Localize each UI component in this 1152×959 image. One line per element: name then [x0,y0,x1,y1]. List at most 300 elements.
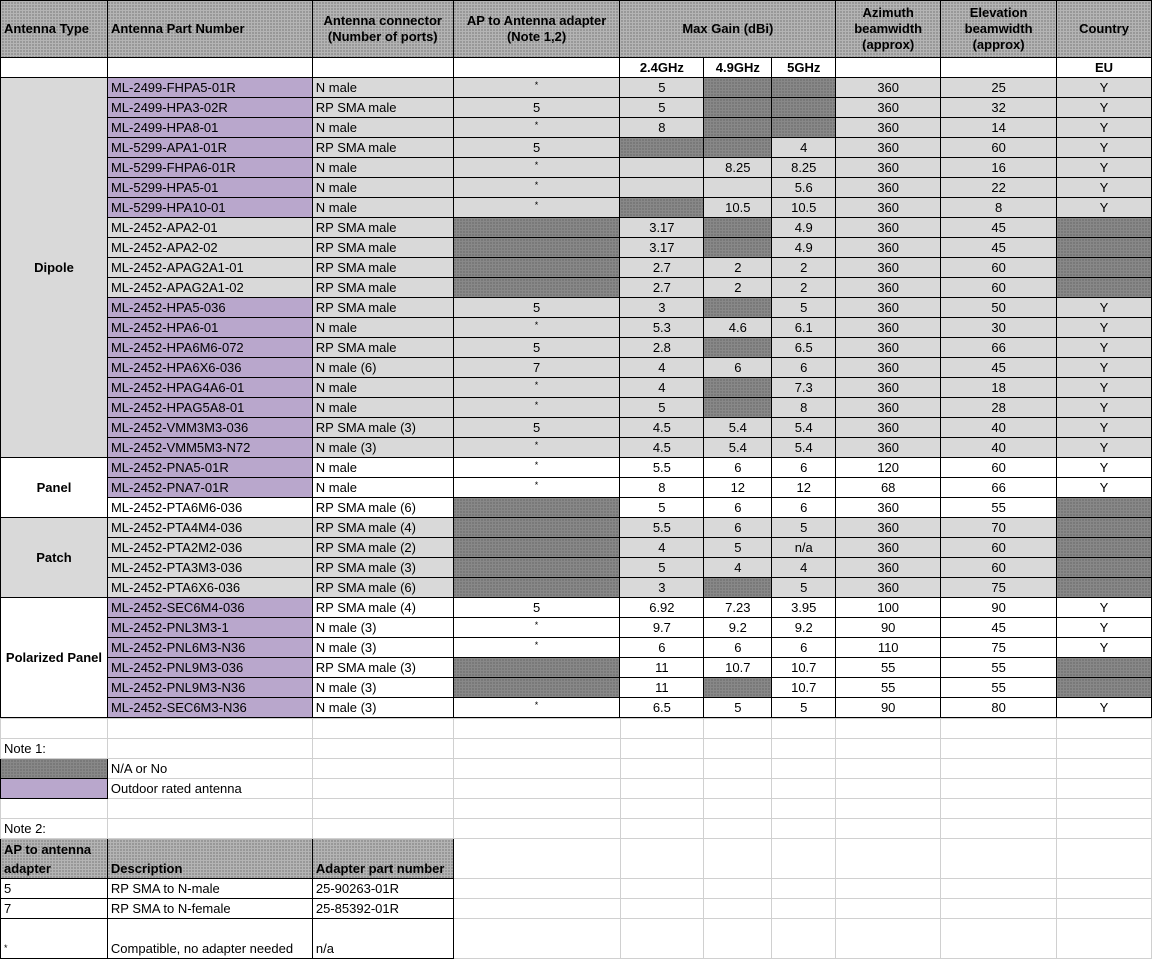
elevation-cell[interactable]: 60 [941,458,1057,478]
gain-4-9ghz-cell[interactable]: 6 [704,358,772,378]
cell[interactable] [620,779,704,799]
gain-5ghz-cell[interactable]: 5 [772,698,836,718]
gain-5ghz-cell[interactable]: 3.95 [772,598,836,618]
gain-2-4ghz-cell[interactable] [620,138,704,158]
country-eu-cell[interactable]: Y [1057,358,1152,378]
elevation-cell[interactable]: 45 [941,618,1057,638]
part-number-cell[interactable]: ML-2452-PNA5-01R [107,458,312,478]
connector-cell[interactable]: RP SMA male (3) [312,658,453,678]
country-eu-cell[interactable]: Y [1057,338,1152,358]
gain-4-9ghz-cell[interactable] [704,378,772,398]
connector-cell[interactable]: RP SMA male (6) [312,578,453,598]
gain-5ghz-cell[interactable]: 5 [772,578,836,598]
gain-4-9ghz-cell[interactable]: 7.23 [704,598,772,618]
country-eu-cell[interactable] [1057,678,1152,698]
gain-5ghz-cell[interactable]: 10.7 [772,678,836,698]
gain-4-9ghz-cell[interactable]: 4.6 [704,318,772,338]
part-number-cell[interactable]: ML-2452-VMM3M3-036 [107,418,312,438]
azimuth-cell[interactable]: 110 [836,638,941,658]
gain-5ghz-cell[interactable]: 12 [772,478,836,498]
azimuth-cell[interactable]: 360 [836,558,941,578]
country-eu-cell[interactable]: Y [1057,438,1152,458]
adapter-cell[interactable]: * [453,478,620,498]
country-eu-cell[interactable] [1057,558,1152,578]
connector-cell[interactable]: N male (3) [312,438,453,458]
connector-cell[interactable]: RP SMA male [312,138,453,158]
adapter-cell[interactable] [453,218,620,238]
gain-4-9ghz-cell[interactable]: 5.4 [704,418,772,438]
cell[interactable] [1057,779,1152,799]
gain-5ghz-cell[interactable]: 10.7 [772,658,836,678]
subheader-5ghz[interactable]: 5GHz [772,58,836,78]
subheader-4-9ghz[interactable]: 4.9GHz [704,58,772,78]
cell[interactable] [704,839,772,879]
adapter-cell[interactable]: * [453,458,620,478]
cell[interactable] [312,739,453,759]
elevation-cell[interactable]: 50 [941,298,1057,318]
gain-2-4ghz-cell[interactable]: 4.5 [620,418,704,438]
adapter-code[interactable]: * [1,919,108,959]
cell[interactable] [772,919,836,959]
azimuth-cell[interactable]: 360 [836,358,941,378]
azimuth-cell[interactable]: 360 [836,438,941,458]
gain-4-9ghz-cell[interactable]: 5 [704,698,772,718]
country-eu-cell[interactable]: Y [1057,698,1152,718]
gain-2-4ghz-cell[interactable]: 11 [620,678,704,698]
col-header-azimuth[interactable]: Azimuth beamwidth (approx) [836,1,941,58]
cell[interactable] [1057,739,1152,759]
gain-2-4ghz-cell[interactable]: 5 [620,558,704,578]
col-header-max-gain[interactable]: Max Gain (dBi) [620,1,836,58]
cell[interactable] [453,899,620,919]
country-eu-cell[interactable] [1057,238,1152,258]
gain-2-4ghz-cell[interactable]: 2.8 [620,338,704,358]
elevation-cell[interactable]: 60 [941,138,1057,158]
azimuth-cell[interactable]: 360 [836,258,941,278]
part-number-cell[interactable]: ML-2452-PNA7-01R [107,478,312,498]
gain-2-4ghz-cell[interactable] [620,158,704,178]
cell[interactable] [620,819,704,839]
connector-cell[interactable]: RP SMA male (6) [312,498,453,518]
adapter-cell[interactable]: * [453,118,620,138]
elevation-cell[interactable]: 45 [941,358,1057,378]
connector-cell[interactable]: RP SMA male [312,278,453,298]
gain-4-9ghz-cell[interactable]: 6 [704,638,772,658]
legend-na-swatch[interactable] [1,759,108,779]
azimuth-cell[interactable]: 90 [836,618,941,638]
elevation-cell[interactable]: 45 [941,218,1057,238]
part-number-cell[interactable]: ML-5299-FHPA6-01R [107,158,312,178]
connector-cell[interactable]: N male [312,458,453,478]
cell[interactable] [620,759,704,779]
part-number-cell[interactable]: ML-2452-HPA6X6-036 [107,358,312,378]
connector-cell[interactable]: N male [312,198,453,218]
azimuth-cell[interactable]: 360 [836,298,941,318]
adapter-cell[interactable]: * [453,698,620,718]
country-eu-cell[interactable] [1057,258,1152,278]
adapter-cell[interactable] [453,238,620,258]
gain-5ghz-cell[interactable]: 8.25 [772,158,836,178]
gain-5ghz-cell[interactable]: 7.3 [772,378,836,398]
adapter-description[interactable]: Compatible, no adapter needed [107,919,312,959]
adapter-cell[interactable] [453,278,620,298]
country-eu-cell[interactable] [1057,218,1152,238]
cell[interactable] [836,919,941,959]
gain-2-4ghz-cell[interactable]: 9.7 [620,618,704,638]
gain-4-9ghz-cell[interactable]: 6 [704,518,772,538]
gain-4-9ghz-cell[interactable] [704,98,772,118]
elevation-cell[interactable]: 18 [941,378,1057,398]
country-eu-cell[interactable] [1057,278,1152,298]
cell[interactable] [620,879,704,899]
gain-4-9ghz-cell[interactable] [704,238,772,258]
connector-cell[interactable]: RP SMA male [312,258,453,278]
elevation-cell[interactable]: 80 [941,698,1057,718]
azimuth-cell[interactable]: 120 [836,458,941,478]
gain-2-4ghz-cell[interactable]: 3 [620,298,704,318]
azimuth-cell[interactable]: 360 [836,278,941,298]
connector-cell[interactable]: N male (3) [312,698,453,718]
part-number-cell[interactable]: ML-2452-HPA6M6-072 [107,338,312,358]
gain-2-4ghz-cell[interactable]: 5 [620,98,704,118]
cell[interactable] [836,799,941,819]
cell[interactable] [704,899,772,919]
cell[interactable] [453,879,620,899]
cell[interactable] [1,719,108,739]
cell[interactable] [836,759,941,779]
subheader-blank[interactable] [453,58,620,78]
country-eu-cell[interactable]: Y [1057,478,1152,498]
part-number-cell[interactable]: ML-5299-HPA10-01 [107,198,312,218]
adapter-cell[interactable] [453,538,620,558]
cell[interactable] [107,739,312,759]
cell[interactable] [453,839,620,879]
adapter-cell[interactable] [453,578,620,598]
cell[interactable] [836,819,941,839]
country-eu-cell[interactable]: Y [1057,178,1152,198]
cell[interactable] [1,799,108,819]
adapter-cell[interactable]: 5 [453,298,620,318]
part-number-cell[interactable]: ML-2452-PNL9M3-036 [107,658,312,678]
connector-cell[interactable]: N male [312,318,453,338]
gain-5ghz-cell[interactable]: 5.6 [772,178,836,198]
cell[interactable] [1057,899,1152,919]
connector-cell[interactable]: N male [312,398,453,418]
cell[interactable] [453,739,620,759]
country-eu-cell[interactable]: Y [1057,98,1152,118]
subheader-blank[interactable] [941,58,1057,78]
azimuth-cell[interactable]: 360 [836,398,941,418]
gain-4-9ghz-cell[interactable]: 9.2 [704,618,772,638]
gain-4-9ghz-cell[interactable] [704,298,772,318]
cell[interactable] [772,839,836,879]
part-number-cell[interactable]: ML-2452-PNL3M3-1 [107,618,312,638]
adapter-cell[interactable]: * [453,618,620,638]
part-number-cell[interactable]: ML-2452-SEC6M3-N36 [107,698,312,718]
elevation-cell[interactable]: 22 [941,178,1057,198]
gain-2-4ghz-cell[interactable]: 5.3 [620,318,704,338]
gain-2-4ghz-cell[interactable]: 8 [620,478,704,498]
cell[interactable] [836,719,941,739]
country-eu-cell[interactable]: Y [1057,418,1152,438]
cell[interactable] [453,759,620,779]
adapter-cell[interactable] [453,498,620,518]
gain-2-4ghz-cell[interactable]: 2.7 [620,258,704,278]
gain-4-9ghz-cell[interactable] [704,78,772,98]
cell[interactable] [1057,719,1152,739]
azimuth-cell[interactable]: 90 [836,698,941,718]
gain-2-4ghz-cell[interactable]: 8 [620,118,704,138]
connector-cell[interactable]: RP SMA male [312,238,453,258]
cell[interactable] [312,819,453,839]
gain-2-4ghz-cell[interactable]: 4 [620,378,704,398]
gain-4-9ghz-cell[interactable] [704,578,772,598]
part-number-cell[interactable]: ML-2452-PNL6M3-N36 [107,638,312,658]
azimuth-cell[interactable]: 360 [836,238,941,258]
azimuth-cell[interactable]: 360 [836,78,941,98]
gain-2-4ghz-cell[interactable]: 5.5 [620,458,704,478]
connector-cell[interactable]: N male [312,158,453,178]
cell[interactable] [620,719,704,739]
gain-2-4ghz-cell[interactable]: 4 [620,358,704,378]
part-number-cell[interactable]: ML-2452-APAG2A1-01 [107,258,312,278]
connector-cell[interactable]: RP SMA male (2) [312,538,453,558]
adapter-cell[interactable]: 5 [453,418,620,438]
country-eu-cell[interactable] [1057,538,1152,558]
cell[interactable] [941,919,1057,959]
elevation-cell[interactable]: 28 [941,398,1057,418]
gain-5ghz-cell[interactable]: 5 [772,298,836,318]
adapter-cell[interactable]: * [453,638,620,658]
connector-cell[interactable]: N male [312,118,453,138]
gain-5ghz-cell[interactable]: 4 [772,558,836,578]
elevation-cell[interactable]: 60 [941,558,1057,578]
part-number-cell[interactable]: ML-5299-APA1-01R [107,138,312,158]
gain-4-9ghz-cell[interactable]: 5 [704,538,772,558]
adapter-cell[interactable]: * [453,78,620,98]
azimuth-cell[interactable]: 360 [836,198,941,218]
cell[interactable] [312,719,453,739]
adapter-cell[interactable]: * [453,198,620,218]
azimuth-cell[interactable]: 55 [836,658,941,678]
adapter-part-number[interactable]: 25-85392-01R [312,899,453,919]
elevation-cell[interactable]: 40 [941,438,1057,458]
gain-2-4ghz-cell[interactable]: 5 [620,398,704,418]
note2-label[interactable]: Note 2: [1,819,108,839]
cell[interactable] [107,799,312,819]
gain-2-4ghz-cell[interactable]: 6.5 [620,698,704,718]
azimuth-cell[interactable]: 360 [836,498,941,518]
cell[interactable] [772,719,836,739]
part-number-cell[interactable]: ML-2452-APAG2A1-02 [107,278,312,298]
elevation-cell[interactable]: 60 [941,258,1057,278]
adapter-col-header-adapter[interactable]: AP to antenna adapter [1,839,108,879]
gain-4-9ghz-cell[interactable] [704,678,772,698]
cell[interactable] [836,839,941,879]
azimuth-cell[interactable]: 100 [836,598,941,618]
part-number-cell[interactable]: ML-2452-HPAG4A6-01 [107,378,312,398]
part-number-cell[interactable]: ML-2452-HPA6-01 [107,318,312,338]
cell[interactable] [107,819,312,839]
part-number-cell[interactable]: ML-2452-SEC6M4-036 [107,598,312,618]
azimuth-cell[interactable]: 68 [836,478,941,498]
country-eu-cell[interactable] [1057,658,1152,678]
adapter-cell[interactable]: * [453,398,620,418]
cell[interactable] [620,899,704,919]
gain-2-4ghz-cell[interactable]: 4.5 [620,438,704,458]
azimuth-cell[interactable]: 360 [836,578,941,598]
gain-2-4ghz-cell[interactable]: 3 [620,578,704,598]
connector-cell[interactable]: RP SMA male [312,98,453,118]
gain-5ghz-cell[interactable]: 6.5 [772,338,836,358]
adapter-cell[interactable] [453,558,620,578]
cell[interactable] [704,819,772,839]
cell[interactable] [620,799,704,819]
col-header-antenna-type[interactable]: Antenna Type [1,1,108,58]
azimuth-cell[interactable]: 360 [836,218,941,238]
col-header-adapter[interactable]: AP to Antenna adapter (Note 1,2) [453,1,620,58]
subheader-blank[interactable] [312,58,453,78]
adapter-cell[interactable]: * [453,318,620,338]
antenna-type-cell[interactable]: Polarized Panel [1,598,108,718]
col-header-country[interactable]: Country [1057,1,1152,58]
connector-cell[interactable]: N male (6) [312,358,453,378]
azimuth-cell[interactable]: 360 [836,538,941,558]
col-header-connector[interactable]: Antenna connector (Number of ports) [312,1,453,58]
country-eu-cell[interactable]: Y [1057,298,1152,318]
azimuth-cell[interactable]: 360 [836,338,941,358]
cell[interactable] [453,819,620,839]
country-eu-cell[interactable]: Y [1057,458,1152,478]
gain-2-4ghz-cell[interactable] [620,198,704,218]
adapter-cell[interactable]: * [453,438,620,458]
country-eu-cell[interactable]: Y [1057,398,1152,418]
connector-cell[interactable]: RP SMA male [312,218,453,238]
cell[interactable] [620,739,704,759]
cell[interactable] [941,719,1057,739]
gain-4-9ghz-cell[interactable]: 6 [704,458,772,478]
cell[interactable] [704,739,772,759]
gain-5ghz-cell[interactable]: 4.9 [772,238,836,258]
part-number-cell[interactable]: ML-2499-HPA3-02R [107,98,312,118]
note1-label[interactable]: Note 1: [1,739,108,759]
country-eu-cell[interactable]: Y [1057,158,1152,178]
cell[interactable] [704,779,772,799]
gain-5ghz-cell[interactable]: 5 [772,518,836,538]
gain-2-4ghz-cell[interactable]: 6 [620,638,704,658]
legend-outdoor-swatch[interactable] [1,779,108,799]
country-eu-cell[interactable]: Y [1057,598,1152,618]
adapter-code[interactable]: 7 [1,899,108,919]
cell[interactable] [941,739,1057,759]
azimuth-cell[interactable]: 360 [836,98,941,118]
cell[interactable] [941,899,1057,919]
gain-4-9ghz-cell[interactable]: 2 [704,278,772,298]
elevation-cell[interactable]: 32 [941,98,1057,118]
cell[interactable] [941,799,1057,819]
gain-5ghz-cell[interactable] [772,78,836,98]
cell[interactable] [453,919,620,959]
elevation-cell[interactable]: 30 [941,318,1057,338]
cell[interactable] [704,919,772,959]
gain-4-9ghz-cell[interactable]: 4 [704,558,772,578]
cell[interactable] [1057,799,1152,819]
cell[interactable] [941,779,1057,799]
part-number-cell[interactable]: ML-5299-HPA5-01 [107,178,312,198]
connector-cell[interactable]: N male (3) [312,638,453,658]
gain-4-9ghz-cell[interactable] [704,398,772,418]
gain-5ghz-cell[interactable] [772,98,836,118]
adapter-description[interactable]: RP SMA to N-female [107,899,312,919]
connector-cell[interactable]: RP SMA male (3) [312,558,453,578]
adapter-cell[interactable]: * [453,178,620,198]
subheader-blank[interactable] [836,58,941,78]
gain-2-4ghz-cell[interactable]: 3.17 [620,238,704,258]
elevation-cell[interactable]: 70 [941,518,1057,538]
gain-5ghz-cell[interactable]: 6 [772,498,836,518]
cell[interactable] [453,799,620,819]
part-number-cell[interactable]: ML-2452-HPAG5A8-01 [107,398,312,418]
col-header-part-number[interactable]: Antenna Part Number [107,1,312,58]
connector-cell[interactable]: N male (3) [312,618,453,638]
part-number-cell[interactable]: ML-2499-HPA8-01 [107,118,312,138]
connector-cell[interactable]: N male (3) [312,678,453,698]
country-eu-cell[interactable]: Y [1057,198,1152,218]
gain-5ghz-cell[interactable]: 4 [772,138,836,158]
gain-4-9ghz-cell[interactable]: 8.25 [704,158,772,178]
country-eu-cell[interactable]: Y [1057,318,1152,338]
gain-5ghz-cell[interactable]: 6.1 [772,318,836,338]
gain-4-9ghz-cell[interactable]: 6 [704,498,772,518]
adapter-col-header-description[interactable]: Description [107,839,312,879]
part-number-cell[interactable]: ML-2452-PTA6X6-036 [107,578,312,598]
gain-5ghz-cell[interactable]: 6 [772,358,836,378]
gain-5ghz-cell[interactable] [772,118,836,138]
country-eu-cell[interactable] [1057,578,1152,598]
cell[interactable] [620,839,704,879]
adapter-part-number[interactable]: 25-90263-01R [312,879,453,899]
gain-5ghz-cell[interactable]: 8 [772,398,836,418]
gain-5ghz-cell[interactable]: 4.9 [772,218,836,238]
gain-5ghz-cell[interactable]: 5.4 [772,438,836,458]
cell[interactable] [772,879,836,899]
gain-2-4ghz-cell[interactable] [620,178,704,198]
azimuth-cell[interactable]: 55 [836,678,941,698]
cell[interactable] [941,879,1057,899]
elevation-cell[interactable]: 90 [941,598,1057,618]
antenna-type-cell[interactable]: Panel [1,458,108,518]
gain-2-4ghz-cell[interactable]: 3.17 [620,218,704,238]
elevation-cell[interactable]: 25 [941,78,1057,98]
elevation-cell[interactable]: 75 [941,578,1057,598]
elevation-cell[interactable]: 55 [941,678,1057,698]
connector-cell[interactable]: RP SMA male [312,298,453,318]
adapter-col-header-part[interactable]: Adapter part number [312,839,453,879]
elevation-cell[interactable]: 45 [941,238,1057,258]
cell[interactable] [772,899,836,919]
cell[interactable] [704,719,772,739]
part-number-cell[interactable]: ML-2452-PTA2M2-036 [107,538,312,558]
cell[interactable] [772,739,836,759]
elevation-cell[interactable]: 40 [941,418,1057,438]
elevation-cell[interactable]: 14 [941,118,1057,138]
gain-5ghz-cell[interactable]: 2 [772,278,836,298]
gain-2-4ghz-cell[interactable]: 6.92 [620,598,704,618]
part-number-cell[interactable]: ML-2452-APA2-02 [107,238,312,258]
cell[interactable] [941,819,1057,839]
connector-cell[interactable]: N male [312,178,453,198]
cell[interactable] [704,799,772,819]
